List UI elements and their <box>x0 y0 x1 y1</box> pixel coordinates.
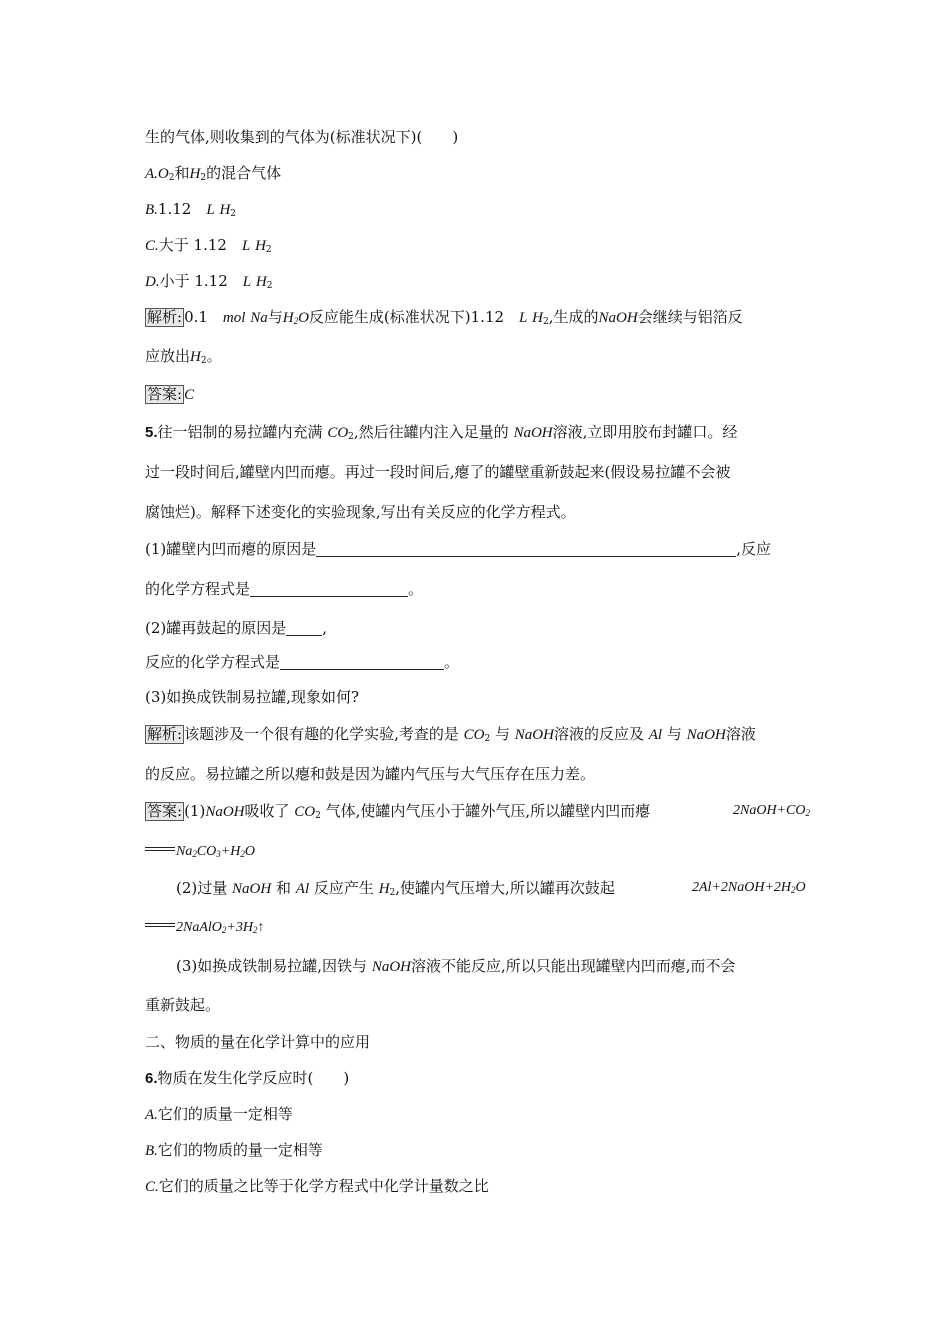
answer-blank[interactable] <box>250 580 408 597</box>
q5-part2: (2)罐再鼓起的原因是 , <box>145 619 328 637</box>
equals-sign <box>145 847 175 851</box>
q4-stem-tail: 生的气体,则收集到的气体为(标准状况下)( ) <box>145 128 459 146</box>
q6-stem: 6.物质在发生化学反应时( ) <box>145 1069 350 1087</box>
section-heading: 二、物质的量在化学计算中的应用 <box>145 1033 371 1051</box>
q6-option-b: B.它们的物质的量一定相等 <box>145 1141 323 1159</box>
q6-option-a: A.它们的质量一定相等 <box>145 1105 293 1123</box>
answer-blank[interactable] <box>286 619 322 636</box>
equation-2-right: $2NaAlO_2+3H_2↑$ <box>145 918 264 938</box>
equation-1-left: $2NaOH+CO_2$ <box>733 803 810 818</box>
equation-2-left: $2Al+2NaOH+2H_2O$ <box>692 880 806 895</box>
q5-answer-3-line2: 重新鼓起。 <box>145 996 221 1014</box>
q5-answer-2: (2)过量 NaOH 和 Al 反应产生 $H_2$,使罐内气压增大,所以罐再次鼓起 <box>176 879 615 898</box>
q5-part1-equation: 的化学方程式是 。 <box>145 580 424 598</box>
q4-option-d: D.小于 1.12 L $H_2$ <box>145 272 273 291</box>
equation-1-right: $Na_2CO_3+H_2O$ <box>145 842 255 862</box>
analysis-tag: 解析: <box>147 725 183 743</box>
q4-option-a: $A.O_2$和$H_2$的混合气体 <box>145 164 282 183</box>
q4-analysis-line2: 应放出$H_2$。 <box>145 347 222 366</box>
q5-stem-line1: 5.往一铝制的易拉罐内充满 $CO_2$,然后往罐内注入足量的 NaOH溶液,立即用胶布封罐口。经 <box>145 423 738 442</box>
analysis-tag: 解析: <box>147 308 183 326</box>
answer-blank[interactable] <box>316 540 736 557</box>
equals-sign <box>145 923 175 927</box>
q5-answer-3: (3)如换成铁制易拉罐,因铁与 NaOH溶液不能反应,所以只能出现罐壁内凹而瘪,而不会 <box>176 957 736 975</box>
q4-option-c: C.大于 1.12 L $H_2$ <box>145 236 272 255</box>
q5-analysis-line2: 的反应。易拉罐之所以瘪和鼓是因为罐内气压与大气压存在压力差。 <box>145 765 596 783</box>
q6-option-c: C.它们的质量之比等于化学方程式中化学计量数之比 <box>145 1177 489 1195</box>
answer-blank[interactable] <box>280 653 444 670</box>
q5-part3: (3)如换成铁制易拉罐,现象如何? <box>145 688 360 706</box>
q5-analysis: 解析: 该题涉及一个很有趣的化学实验,考查的是 $CO_2$ 与 NaOH溶液的反应及 Al 与 NaOH溶液 <box>147 725 756 744</box>
q4-answer: 答案: C <box>147 385 195 403</box>
q5-stem-line2: 过一段时间后,罐壁内凹而瘪。再过一段时间后,瘪了的罐壁重新鼓起来(假设易拉罐不会被 <box>145 463 731 481</box>
answer-tag: 答案: <box>147 802 183 820</box>
q5-stem-line3: 腐蚀烂)。解释下述变化的实验现象,写出有关反应的化学方程式。 <box>145 503 576 521</box>
q5-part2-equation: 反应的化学方程式是 。 <box>145 653 460 671</box>
q5-answer-1: 答案: (1)NaOH吸收了 $CO_2$ 气体,使罐内气压小于罐外气压,所以罐壁内凹而瘪 <box>147 802 651 821</box>
q4-analysis: 解析: 0.1 mol Na与$H_2O$反应能生成(标准状况下)1.12 L $H_2$,生成的NaOH会继续与铝箔反 <box>147 308 743 327</box>
q5-part1: (1)罐壁内凹而瘪的原因是 ,反应 <box>145 540 772 558</box>
q4-option-b: B.1.12 L $H_2$ <box>145 200 237 219</box>
answer-tag: 答案: <box>147 385 183 403</box>
